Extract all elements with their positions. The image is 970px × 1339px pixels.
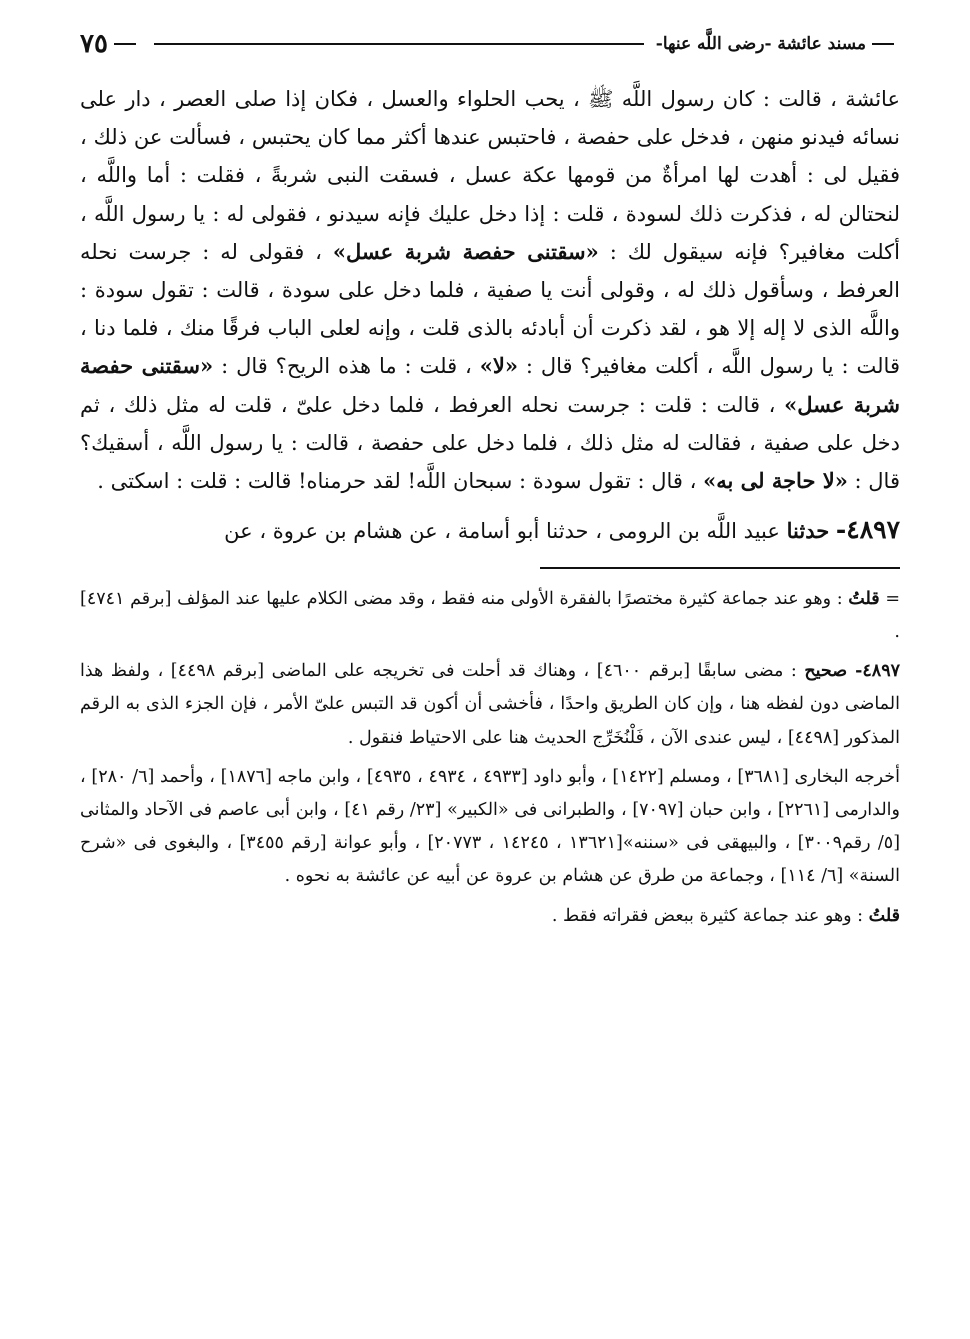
header-rule (154, 43, 644, 45)
quote: «سقتنى حفصة شربة عسل» (332, 238, 599, 264)
text-segment: ، فقولى له : جرست نحله العرفط ، وسأقول ذلك له ، وقولى أنت يا صفية ، فلما دخل على سودة ، قالت : تقول سودة : واللَّه الذى لا إله إلا هو ، لقد ذكرت أن أبادئه بالذى قلت ، وإنه لعلى الباب فرقًا منك ، فلما دنا ، قالت : يا رسول اللَّه ، أكلت مغافير؟ قال : (80, 239, 900, 379)
footnote-text: أخرجه البخارى [٣٦٨١] ، ومسلم [١٤٢٢] ، وأبو داود [٤٩٣٣ ، ٤٩٣٤ ، ٤٩٣٥] ، وابن ماجه [١٨٧٦] ، وأحمد [٦/ ٢٨٠] ، والدارمى [٢٢٦١] ، وابن حبان [٧٠٩٧] ، والطبرانى فى «الكبير» [٢٣/ رقم ٤١] ، وابن أبى عاصم فى الآحاد والمثانى [٥/ رقم٣٠٠٩] ، والبيهقى فى «سننه»[١٣٦٢١ ، ١٤٢٤٥ ، ٢٠٧٧٣] ، وأبو عوانة [رقم ٣٤٥٥] ، والبغوى فى «شرح السنة» [٦/ ١١٤] ، وجماعة من طرق عن هشام بن عروة عن أبيه عن عائشة به نحوه . (80, 766, 901, 887)
footnote-continued (80, 583, 900, 649)
footnote-separator (540, 567, 900, 569)
quote: «لا حاجة لى به» (703, 468, 848, 494)
footnotes (80, 583, 900, 933)
footnote-label: قلتُ (848, 588, 880, 609)
hadith-text: عبيد اللَّه بن الرومى ، حدثنا أبو أسامة ، عن هشام بن عروة ، عن (224, 519, 780, 544)
running-title: مسند عائشة -رضى اللَّه عنها- (655, 34, 866, 54)
hadith-number: ٤٨٩٧- (835, 515, 900, 545)
page-number: ٧٥ (80, 29, 108, 59)
hadith-keyword: حدثنا (786, 518, 830, 544)
footnote-text: : وهو عند جماعة كثيرة مختصرًا بالفقرة الأولى منه فقط ، وقد مضى الكلام عليها عند المؤلف [برقم ٤٧٤١] . (80, 588, 900, 642)
main-text (80, 80, 900, 500)
footnote-prefix: = (885, 588, 900, 609)
quote: «سقتنى حفصة شربة عسل» (80, 353, 900, 417)
footnote-takhrij (80, 761, 900, 894)
page-header (80, 22, 900, 66)
footnote-label: قلتُ (868, 905, 900, 926)
header-dash-right (114, 43, 136, 45)
page (80, 22, 900, 939)
hadith-start (80, 510, 900, 551)
header-dash (872, 43, 894, 45)
text-segment: عائشة ، قالت : كان رسول اللَّه ﷺ ، يحب الحلواء والعسل ، فكان إذا صلى العصر ، دار على نسائه فيدنو منهن ، فدخل على حفصة ، فاحتبس عندها أكثر مما كان يحتبس ، فسألت عن ذلك ، فقيل لى : أهدت لها امرأةٌ من قومها عكة عسل ، فسقت النبى شربةً ، فقلت : أما واللَّه ، لنحتالن له ، فذكرت ذلك لسودة ، قلت : إذا دخل عليك فإنه سيدنو ، فقولى له : يا رسول اللَّه ، أكلت مغافير؟ فإنه سيقول لك : (80, 87, 901, 264)
footnote-text: : مضى سابقًا [برقم ٤٦٠٠] ، وهناك قد أحلت فى تخريجه على الماضى [برقم ٤٤٩٨] ، ولفظ هذا الماضى دون لفظه هنا ، وإن كان الطريق واحدًا ، فأخشى أن أكون قد التبس علىّ الأمر ، فإن الجزء الذى به الرقم المذكور [٤٤٩٨] ، ليس عندى الآن ، فَلْنُخَرِّج الحديث هنا على الاحتياط فنقول . (80, 661, 900, 748)
text-segment: ، قلت : ما هذه الريح؟ قال : (221, 354, 472, 379)
footnote-comment (80, 900, 900, 933)
footnote-label: ٤٨٩٧- صحيح (804, 661, 900, 682)
text-segment: ، قالت : قلت : جرست نحله العرفط ، فلما دخل علىّ ، قلت له مثل ذلك ، ثم دخل على صفية ، فقالت له مثل ذلك ، فلما دخل على حفصة ، قالت : يا رسول اللَّه ، أسقيك؟ قال : (80, 392, 900, 494)
footnote-text: : وهو عند جماعة كثيرة ببعض فقراته فقط . (551, 905, 864, 926)
text-segment: ، قال : تقول سودة : سبحان اللَّه! لقد حرمناه! قالت : قلت : اسكتى . (97, 469, 697, 494)
footnote-hadith-grading (80, 655, 900, 755)
quote: «لا» (479, 353, 518, 379)
